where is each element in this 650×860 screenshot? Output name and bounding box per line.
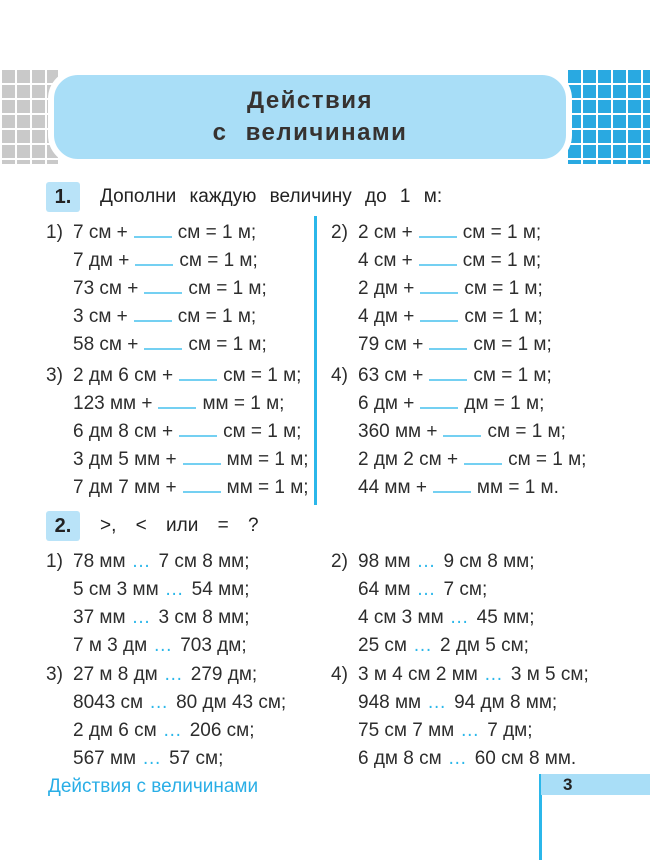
problem-line: [46, 275, 267, 303]
right-value: 9 см 8 мм;: [443, 551, 535, 572]
group-label: 3): [46, 365, 63, 386]
term-after: мм = 1 м.: [476, 477, 559, 498]
left-value: 75 см 7 мм: [358, 720, 455, 741]
right-value: 7 дм;: [487, 720, 533, 741]
comparison-placeholder[interactable]: …: [131, 551, 153, 572]
exercise2-number-badge: 2.: [46, 511, 80, 541]
term-after: см = 1 м;: [177, 222, 257, 243]
problem-line: [331, 446, 586, 474]
problem-line: [331, 219, 552, 247]
problem-line: [331, 576, 535, 604]
answer-blank[interactable]: [134, 307, 172, 322]
right-value: 2 дм 5 см;: [439, 635, 529, 656]
problem-line: [46, 219, 267, 247]
term-after: см = 1 м;: [473, 365, 552, 386]
exercise1-header: [46, 182, 442, 212]
right-value: 703 дм;: [180, 635, 247, 656]
exercise2-header: [46, 511, 259, 541]
term-after: см = 1 м;: [487, 421, 566, 442]
term-after: мм = 1 м;: [226, 449, 309, 470]
left-value: 78 мм: [73, 551, 126, 572]
right-value: 45 мм;: [476, 607, 535, 628]
term-before: 360 мм +: [358, 421, 438, 442]
term-before: 2 дм 6 см +: [73, 365, 174, 386]
answer-blank[interactable]: [429, 366, 467, 381]
term-before: 4 см +: [358, 250, 413, 271]
footer-section-label: Действия с величинами: [48, 776, 259, 797]
left-value: 8043 см: [73, 692, 144, 713]
comparison-placeholder[interactable]: …: [447, 748, 469, 769]
term-before: 3 см +: [73, 306, 128, 327]
problem-group: [331, 548, 535, 660]
term-before: 7 см +: [73, 222, 128, 243]
comparison-placeholder[interactable]: …: [416, 579, 438, 600]
term-after: см = 1 м;: [179, 250, 258, 271]
left-value: 64 мм: [358, 579, 411, 600]
answer-blank[interactable]: [429, 335, 467, 350]
term-after: см = 1 м;: [464, 306, 543, 327]
left-value: 567 мм: [73, 748, 137, 769]
group-label: 4): [331, 365, 348, 386]
answer-blank[interactable]: [420, 279, 458, 294]
answer-blank[interactable]: [179, 366, 217, 381]
comparison-placeholder[interactable]: …: [483, 664, 505, 685]
answer-blank[interactable]: [144, 279, 182, 294]
term-before: 4 дм +: [358, 306, 415, 327]
answer-blank[interactable]: [443, 422, 481, 437]
answer-blank[interactable]: [420, 394, 458, 409]
group-label: 2): [331, 551, 348, 572]
right-value: 3 м 5 см;: [510, 664, 589, 685]
term-before: 44 мм +: [358, 477, 427, 498]
term-after: см = 1 м;: [462, 222, 542, 243]
term-before: 7 дм +: [73, 250, 130, 271]
chapter-title-line1: Действия: [246, 87, 374, 114]
problem-line: [46, 661, 286, 689]
answer-blank[interactable]: [135, 251, 173, 266]
right-value: 7 см;: [443, 579, 488, 600]
comparison-placeholder[interactable]: …: [164, 579, 186, 600]
term-before: 3 дм 5 мм +: [73, 449, 177, 470]
term-after: дм = 1 м;: [464, 393, 545, 414]
problem-line: [331, 247, 552, 275]
problem-group: [46, 219, 267, 359]
left-value: 98 мм: [358, 551, 411, 572]
problem-line: [331, 390, 586, 418]
problem-line: [331, 548, 535, 576]
answer-blank[interactable]: [419, 223, 457, 238]
right-value: 80 дм 43 см;: [176, 692, 287, 713]
group-label: 4): [331, 664, 348, 685]
problem-group: [331, 219, 552, 359]
left-value: 6 дм 8 см: [358, 748, 442, 769]
problem-line: [331, 717, 589, 745]
left-value: 2 дм 6 см: [73, 720, 157, 741]
problem-line: [331, 362, 586, 390]
problem-line: [331, 745, 589, 773]
term-after: см = 1 м;: [462, 250, 542, 271]
right-value: 3 см 8 мм;: [158, 607, 250, 628]
problem-group: [331, 661, 589, 773]
left-value: 25 см: [358, 635, 407, 656]
problem-group: [331, 362, 586, 502]
term-after: мм = 1 м;: [226, 477, 309, 498]
problem-line: [331, 474, 586, 502]
problem-line: [46, 362, 309, 390]
term-after: см = 1 м;: [188, 278, 267, 299]
right-value: 94 дм 8 мм;: [454, 692, 558, 713]
term-before: 2 см +: [358, 222, 413, 243]
exercise1-instruction: Дополни каждую величину до 1 м:: [100, 186, 443, 207]
problem-line: [46, 303, 267, 331]
problem-line: [46, 474, 309, 502]
comparison-placeholder[interactable]: …: [412, 635, 434, 656]
right-value: 57 см;: [169, 748, 224, 769]
answer-blank[interactable]: [183, 450, 221, 465]
comparison-placeholder[interactable]: …: [460, 720, 482, 741]
right-value: 279 дм;: [190, 664, 258, 685]
comparison-placeholder[interactable]: …: [131, 607, 153, 628]
term-before: 79 см +: [358, 334, 424, 355]
problem-line: [331, 661, 589, 689]
problem-line: [46, 247, 267, 275]
problem-line: [331, 418, 586, 446]
answer-blank[interactable]: [183, 478, 221, 493]
term-after: мм = 1 м;: [202, 393, 285, 414]
problem-line: [331, 604, 535, 632]
problem-line: [46, 418, 309, 446]
problem-line: [46, 717, 286, 745]
comparison-placeholder[interactable]: …: [142, 748, 164, 769]
term-after: см = 1 м;: [464, 278, 543, 299]
problem-group: [46, 548, 250, 660]
chapter-title-line2: с величинами: [212, 119, 408, 146]
answer-blank[interactable]: [179, 422, 217, 437]
problem-line: [331, 632, 535, 660]
problem-group: [46, 362, 309, 502]
problem-line: [331, 331, 552, 359]
term-after: см = 1 м;: [188, 334, 267, 355]
right-value: 206 см;: [189, 720, 255, 741]
right-value: 60 см 8 мм.: [474, 748, 577, 769]
left-value: 7 м 3 дм: [73, 635, 148, 656]
page-number-bar: [541, 774, 650, 795]
answer-blank[interactable]: [144, 335, 182, 350]
term-before: 7 дм 7 мм +: [73, 477, 177, 498]
term-after: см = 1 м;: [223, 365, 302, 386]
chapter-title-box: [48, 69, 572, 165]
page-number: 3: [563, 774, 573, 794]
answer-blank[interactable]: [420, 307, 458, 322]
left-value: 27 м 8 дм: [73, 664, 158, 685]
comparison-placeholder[interactable]: …: [449, 607, 471, 628]
column-divider-line: [314, 216, 317, 505]
right-value: 54 мм;: [191, 579, 250, 600]
answer-blank[interactable]: [158, 394, 196, 409]
term-before: 63 см +: [358, 365, 424, 386]
blue-grid-decoration: [566, 68, 650, 164]
group-label: 2): [331, 222, 348, 243]
term-after: см = 1 м;: [473, 334, 552, 355]
term-before: 6 дм +: [358, 393, 415, 414]
problem-line: [46, 745, 286, 773]
problem-line: [46, 390, 309, 418]
left-value: 948 мм: [358, 692, 422, 713]
left-value: 4 см 3 мм: [358, 607, 444, 628]
problem-line: [46, 576, 250, 604]
problem-line: [331, 303, 552, 331]
problem-line: [46, 331, 267, 359]
answer-blank[interactable]: [419, 251, 457, 266]
term-after: см = 1 м;: [223, 421, 302, 442]
term-before: 58 см +: [73, 334, 139, 355]
comparison-placeholder[interactable]: …: [163, 664, 185, 685]
exercise2-instruction: >, < или = ?: [100, 515, 259, 536]
exercise1-number-badge: 1.: [46, 182, 80, 212]
term-before: 73 см +: [73, 278, 139, 299]
problem-group: [46, 661, 286, 773]
left-value: 3 м 4 см 2 мм: [358, 664, 478, 685]
term-before: 123 мм +: [73, 393, 153, 414]
right-value: 7 см 8 мм;: [158, 551, 250, 572]
comparison-placeholder[interactable]: …: [427, 692, 449, 713]
left-value: 37 мм: [73, 607, 126, 628]
group-label: 1): [46, 222, 63, 243]
term-before: 6 дм 8 см +: [73, 421, 174, 442]
problem-line: [46, 548, 250, 576]
answer-blank[interactable]: [433, 478, 471, 493]
comparison-placeholder[interactable]: …: [162, 720, 184, 741]
comparison-placeholder[interactable]: …: [153, 635, 175, 656]
term-after: см = 1 м;: [508, 449, 587, 470]
left-value: 5 см 3 мм: [73, 579, 159, 600]
comparison-placeholder[interactable]: …: [416, 551, 438, 572]
comparison-placeholder[interactable]: …: [149, 692, 171, 713]
problem-line: [46, 604, 250, 632]
problem-line: [46, 689, 286, 717]
answer-blank[interactable]: [464, 450, 502, 465]
term-after: см = 1 м;: [177, 306, 257, 327]
term-before: 2 дм 2 см +: [358, 449, 459, 470]
problem-line: [331, 275, 552, 303]
group-label: 3): [46, 664, 63, 685]
term-before: 2 дм +: [358, 278, 415, 299]
problem-line: [331, 689, 589, 717]
problem-line: [46, 632, 250, 660]
problem-line: [46, 446, 309, 474]
group-label: 1): [46, 551, 63, 572]
answer-blank[interactable]: [134, 223, 172, 238]
